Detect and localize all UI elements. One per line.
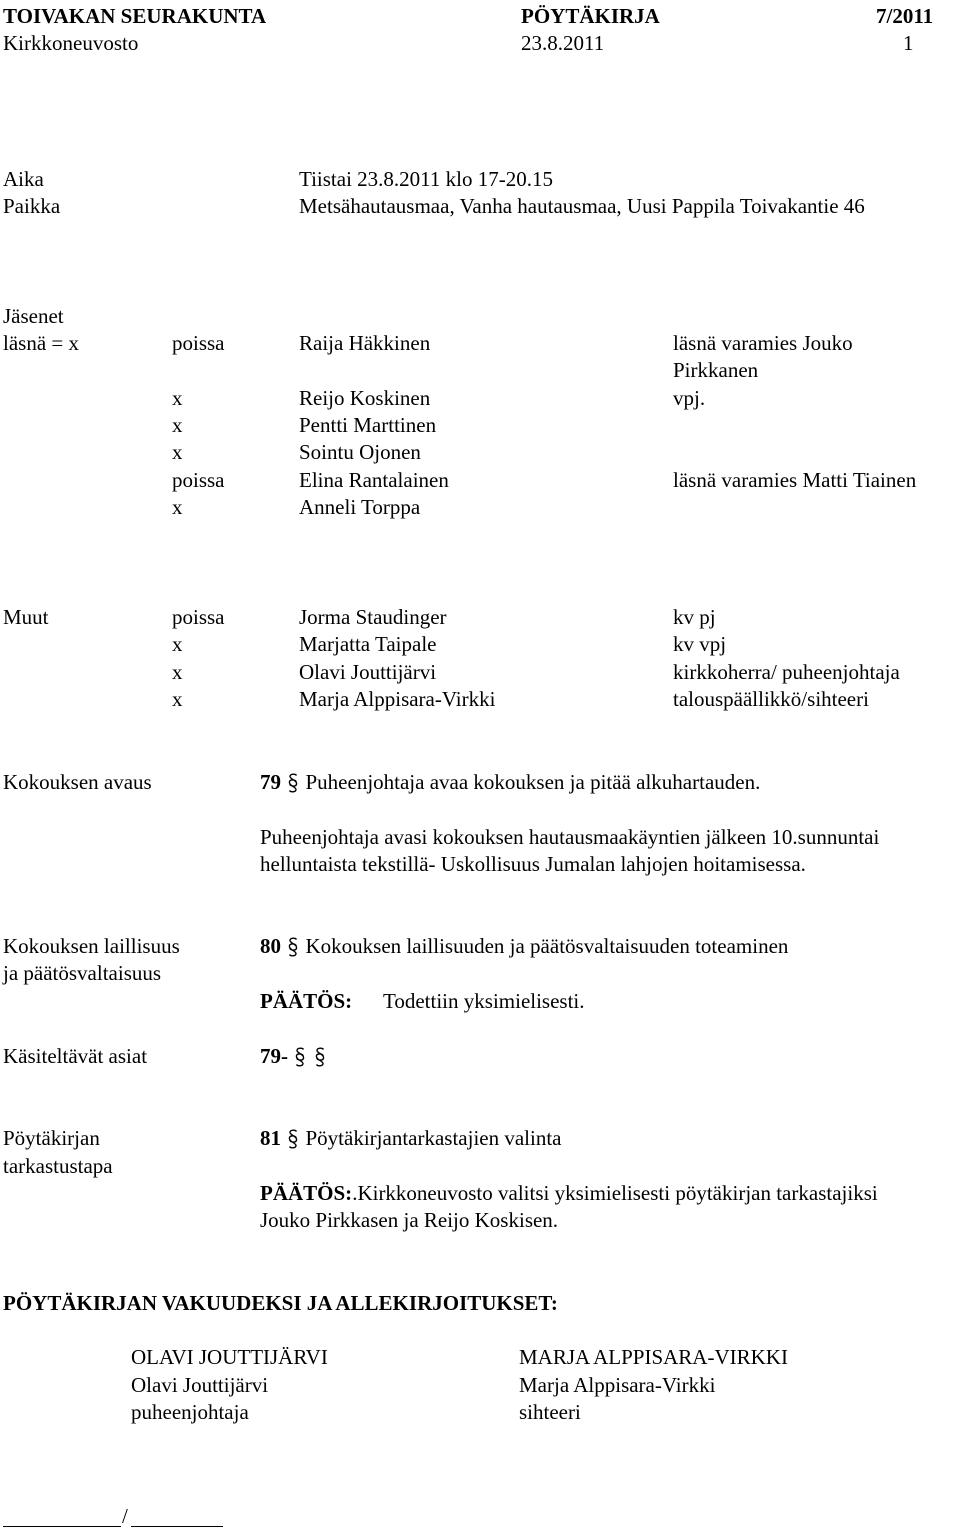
legality-decision-label: PÄÄTÖS: [260, 989, 353, 1013]
review-decision-text: .Kirkkoneuvosto valitsi yksimielisesti pöytäkirjan tarkastajiksi Jouko Pirkkasen ja Reijo Koskisen. [260, 1181, 878, 1232]
legality-decision-text: Todettiin yksimielisesti. [383, 989, 585, 1013]
review-label-line1: Pöytäkirjan [3, 1126, 100, 1150]
other-note: talouspäällikkö/sihteeri [673, 687, 869, 711]
section-sign-icon [286, 936, 300, 958]
signer-left-role: puheenjohtaja [131, 1400, 249, 1424]
members-legend: läsnä = x [3, 331, 79, 355]
other-name: Marjatta Taipale [299, 632, 437, 656]
member-name: Sointu Ojonen [299, 440, 421, 464]
place-value: Metsähautausmaa, Vanha hautausmaa, Uusi Pappila Toivakantie 46 [299, 194, 865, 218]
member-note: läsnä varamies Matti Tiainen [673, 468, 917, 492]
others-title: Muut [3, 605, 49, 629]
header-page-number: 1 [903, 31, 914, 55]
legality-label-line1: Kokouksen laillisuus [3, 934, 180, 958]
member-status: x [172, 495, 183, 519]
date-line-day [3, 1526, 121, 1527]
section-sign-icon [293, 1046, 307, 1068]
other-note: kv vpj [673, 632, 727, 656]
member-status: x [172, 413, 183, 437]
time-value: Tiistai 23.8.2011 klo 17-20.15 [299, 167, 553, 191]
agenda-item [260, 1043, 327, 1070]
review-label-line2: tarkastustapa [3, 1154, 113, 1178]
header-body: Kirkkoneuvosto [3, 31, 139, 55]
member-note: vpj. [673, 386, 706, 410]
review-heading: Pöytäkirjantarkastajien valinta [305, 1126, 562, 1150]
member-name: Reijo Koskinen [299, 386, 431, 410]
other-status: x [172, 660, 183, 684]
other-name: Jorma Staudinger [299, 605, 447, 629]
place-label: Paikka [3, 194, 61, 218]
legality-label-line2: ja päätösvaltaisuus [3, 961, 162, 985]
signer-left-caps: OLAVI JOUTTIJÄRVI [131, 1345, 328, 1369]
header-org: TOIVAKAN SEURAKUNTA [3, 4, 267, 28]
member-name: Elina Rantalainen [299, 468, 449, 492]
other-status: poissa [172, 605, 225, 629]
review-number: 81 [260, 1126, 281, 1150]
members-title: Jäsenet [3, 304, 64, 328]
signer-left-name: Olavi Jouttijärvi [131, 1373, 269, 1397]
agenda-label: Käsiteltävät asiat [3, 1044, 148, 1068]
other-name: Olavi Jouttijärvi [299, 660, 437, 684]
legality-number: 80 [260, 934, 281, 958]
other-note: kirkkoherra/ puheenjohtaja [673, 660, 900, 684]
member-status: poissa [172, 331, 225, 355]
other-name: Marja Alppisara-Virkki [299, 687, 496, 711]
agenda-number: 79- [260, 1044, 288, 1068]
opening-number: 79 [260, 770, 281, 794]
signatures-title: PÖYTÄKIRJAN VAKUUDEKSI JA ALLEKIRJOITUKSET: [3, 1291, 558, 1315]
section-sign-icon [286, 1128, 300, 1150]
review-decision-label: PÄÄTÖS: [260, 1181, 353, 1205]
review-item [260, 1125, 562, 1152]
legality-heading: Kokouksen laillisuuden ja päätösvaltaisuuden toteaminen [305, 934, 789, 958]
header-date: 23.8.2011 [521, 31, 605, 55]
opening-item [260, 769, 760, 796]
member-name: Pentti Marttinen [299, 413, 437, 437]
opening-heading: Puheenjohtaja avaa kokouksen ja pitää alkuhartauden. [305, 770, 761, 794]
member-note: läsnä varamies Jouko Pirkkanen [673, 331, 853, 382]
other-note: kv pj [673, 605, 716, 629]
member-status: x [172, 386, 183, 410]
member-name: Raija Häkkinen [299, 331, 431, 355]
review-decision [260, 1180, 880, 1234]
section-sign-icon [286, 772, 300, 794]
section-sign-icon [313, 1046, 327, 1068]
header-doc-type: PÖYTÄKIRJA [521, 4, 660, 28]
signer-right-role: sihteeri [519, 1400, 581, 1424]
other-status: x [172, 632, 183, 656]
other-status: x [172, 687, 183, 711]
signer-right-name: Marja Alppisara-Virkki [519, 1373, 716, 1397]
time-label: Aika [3, 167, 44, 191]
date-separator: / [122, 1504, 128, 1528]
header-doc-number: 7/2011 [876, 4, 934, 28]
member-status: x [172, 440, 183, 464]
opening-body: Puheenjohtaja avasi kokouksen hautausmaakäyntien jälkeen 10.sunnuntai helluntaista tekstillä- Uskollisuus Jumalan lahjojen hoitamisessa. [260, 825, 880, 876]
legality-item [260, 933, 788, 960]
opening-label: Kokouksen avaus [3, 770, 152, 794]
member-name: Anneli Torppa [299, 495, 421, 519]
date-line-month [131, 1526, 223, 1527]
signer-right-caps: MARJA ALPPISARA-VIRKKI [519, 1345, 788, 1369]
member-status: poissa [172, 468, 225, 492]
